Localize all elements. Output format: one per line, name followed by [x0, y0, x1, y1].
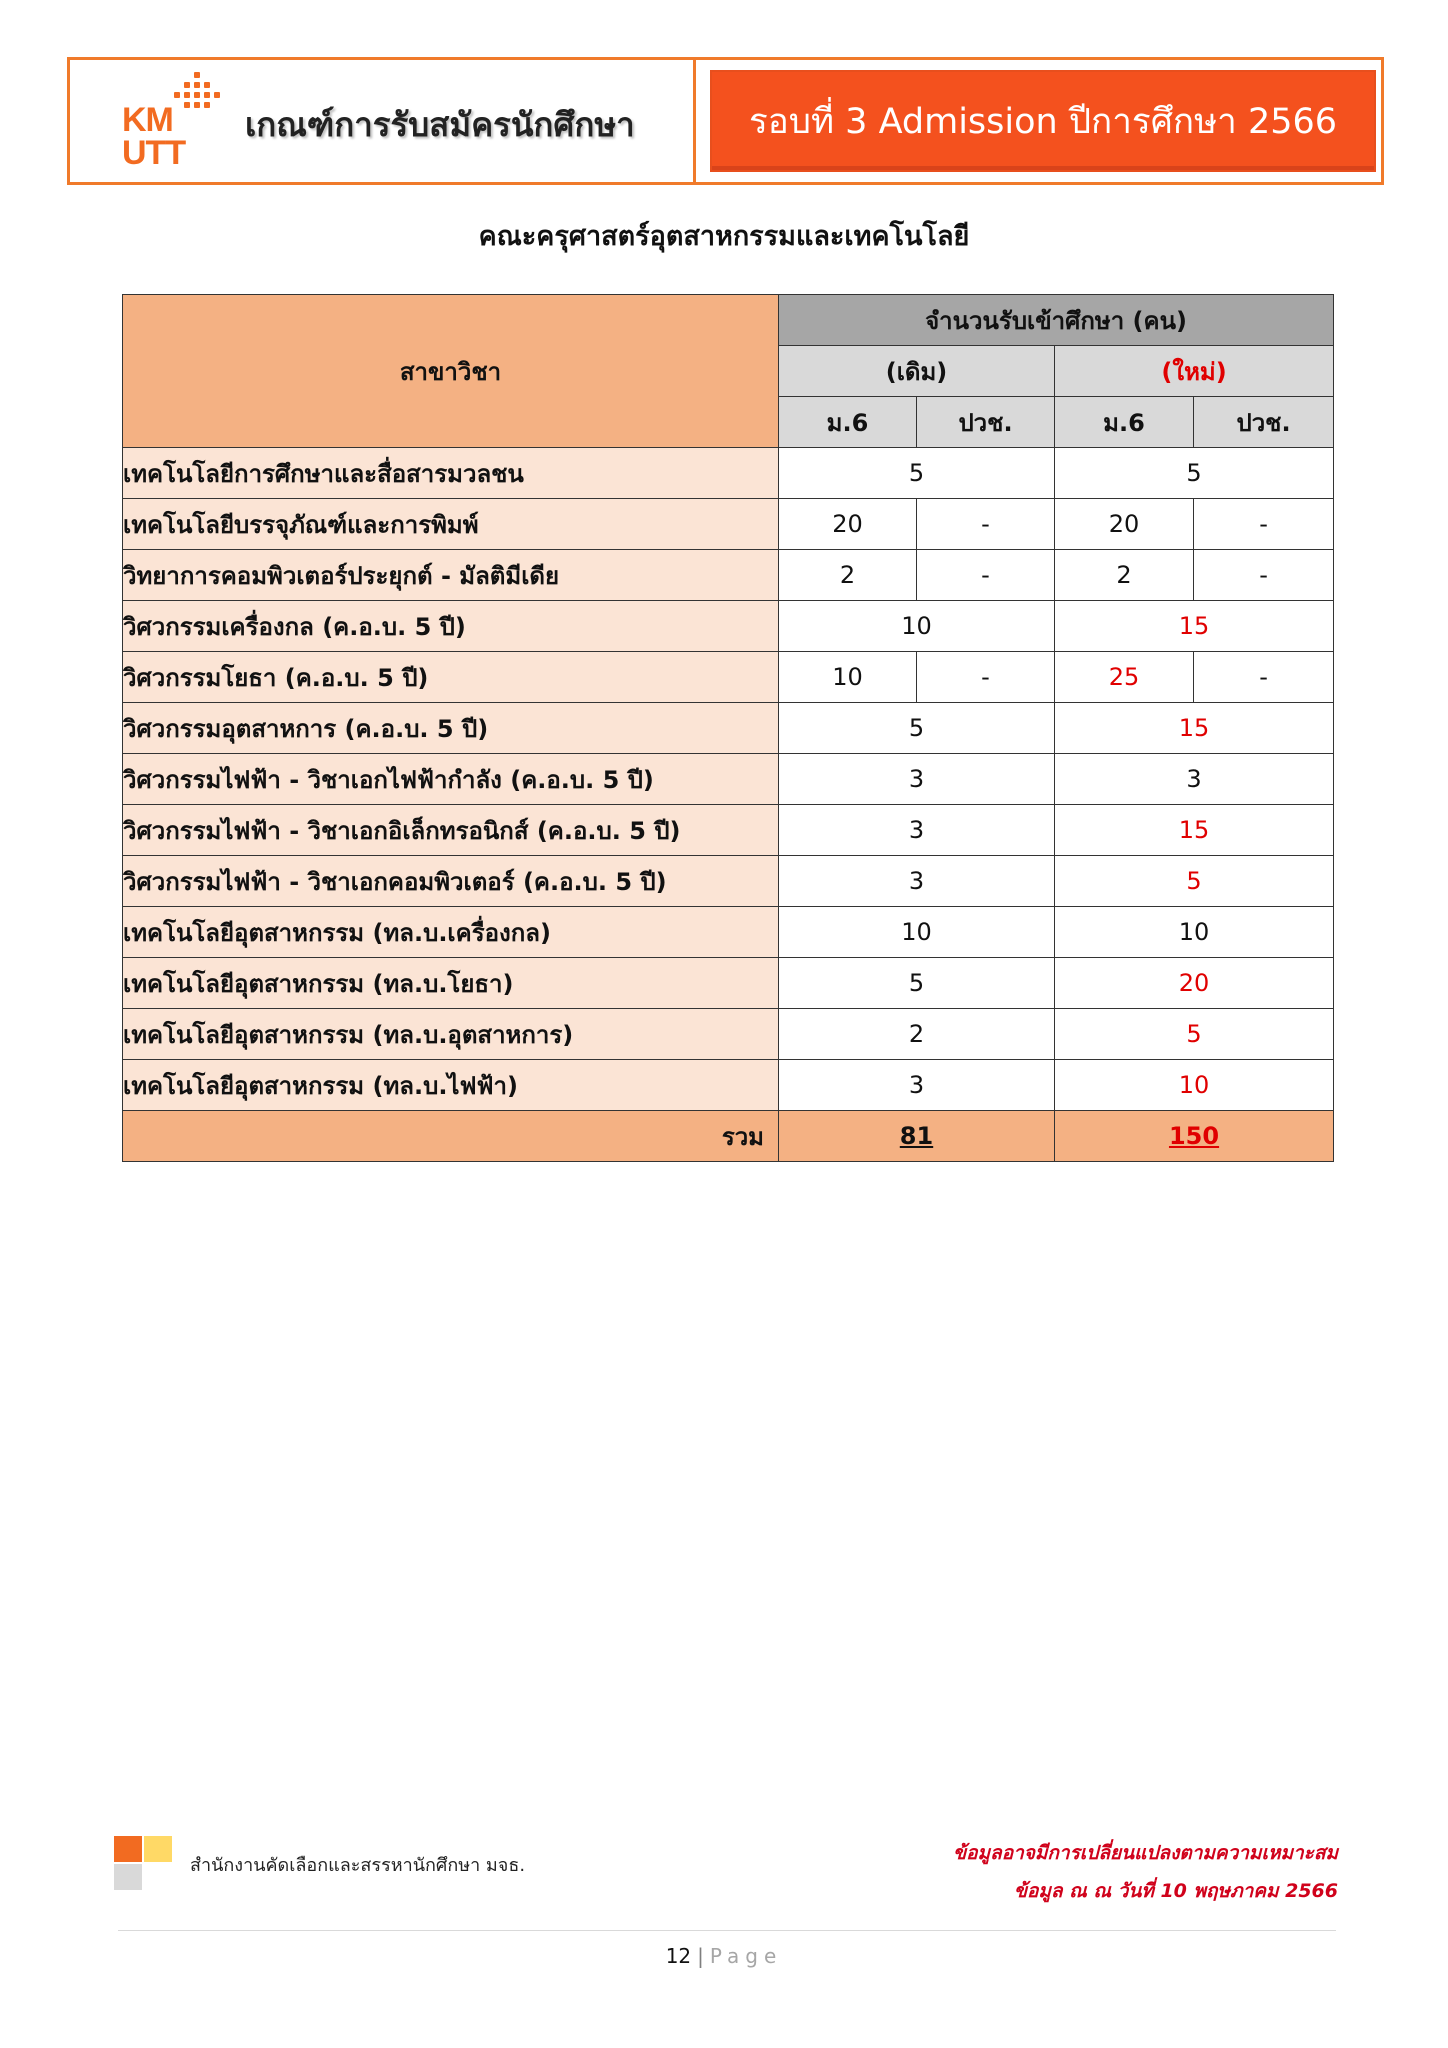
footer-office-name: สำนักงานคัดเลือกและสรรหานักศึกษา มจธ.: [190, 1855, 526, 1876]
footer-square-gray: [114, 1864, 142, 1890]
page-number-value: 12: [665, 1944, 692, 1968]
footer-change-note: ข้อมูลอาจมีการเปลี่ยนแปลงตามความเหมาะสม: [953, 1842, 1338, 1864]
table-row: [123, 754, 1334, 805]
new-pvc-header: ปวช.: [1194, 397, 1334, 448]
criteria-title: เกณฑ์การรับสมัครนักศึกษา: [245, 105, 635, 144]
table-row: [123, 958, 1334, 1009]
old-capacity-cell: 3: [779, 1060, 1055, 1111]
major-name-cell: เทคโนโลยีการศึกษาและสื่อสารมวลชน: [123, 448, 779, 499]
old-capacity-cell: 3: [779, 856, 1055, 907]
page-word: Page: [709, 1944, 783, 1968]
footer-square-yellow: [144, 1836, 172, 1862]
old-capacity-cell: 3: [779, 754, 1055, 805]
table-row: [123, 805, 1334, 856]
table-row: [123, 1060, 1334, 1111]
major-name-cell: วิศวกรรมไฟฟ้า - วิชาเอกคอมพิวเตอร์ (ค.อ.บ. 5 ปี): [123, 856, 779, 907]
major-name-cell: วิศวกรรมเครื่องกล (ค.อ.บ. 5 ปี): [123, 601, 779, 652]
page-number: [0, 1944, 1448, 1968]
table-row: [123, 703, 1334, 754]
footer-rule: [118, 1930, 1336, 1931]
old-pvc-cell: -: [917, 550, 1055, 601]
old-capacity-cell: 10: [779, 601, 1055, 652]
round-title: รอบที่ 3 Admission ปีการศึกษา 2566: [748, 101, 1338, 142]
old-column-header: (เดิม): [779, 346, 1055, 397]
round-title-banner: [710, 70, 1376, 172]
table-row: [123, 652, 1334, 703]
header-divider: [693, 60, 696, 182]
old-capacity-cell: 10: [779, 907, 1055, 958]
footer-date-note: ข้อมูล ณ ณ วันที่ 10 พฤษภาคม 2566: [1014, 1880, 1338, 1902]
table-row: [123, 601, 1334, 652]
table-header-row: [123, 295, 1334, 346]
new-m6-cell: 25: [1055, 652, 1194, 703]
new-column-header: (ใหม่): [1055, 346, 1334, 397]
table-row: [123, 448, 1334, 499]
old-m6-header: ม.6: [779, 397, 917, 448]
major-name-cell: วิศวกรรมไฟฟ้า - วิชาเอกอิเล็กทรอนิกส์ (ค.อ.บ. 5 ปี): [123, 805, 779, 856]
kmutt-logo: [122, 72, 222, 176]
old-capacity-cell: 5: [779, 703, 1055, 754]
major-name-cell: เทคโนโลยีอุตสาหกรรม (ทล.บ.เครื่องกล): [123, 907, 779, 958]
page-header: [67, 57, 1384, 185]
old-capacity-cell: 2: [779, 1009, 1055, 1060]
major-name-cell: วิศวกรรมไฟฟ้า - วิชาเอกไฟฟ้ากำลัง (ค.อ.บ. 5 ปี): [123, 754, 779, 805]
new-m6-header: ม.6: [1055, 397, 1194, 448]
new-capacity-cell: 5: [1055, 856, 1334, 907]
footer-square-orange: [114, 1836, 142, 1862]
new-capacity-cell: 15: [1055, 805, 1334, 856]
total-old-cell: 81: [779, 1111, 1055, 1162]
total-label: รวม: [123, 1111, 779, 1162]
new-pvc-cell: -: [1194, 652, 1334, 703]
new-pvc-cell: -: [1194, 550, 1334, 601]
page-number-separator: |: [697, 1944, 704, 1968]
new-capacity-cell: 5: [1055, 1009, 1334, 1060]
old-m6-cell: 10: [779, 652, 917, 703]
new-capacity-cell: 3: [1055, 754, 1334, 805]
capacity-column-header: จำนวนรับเข้าศึกษา (คน): [779, 295, 1334, 346]
table-row: [123, 1009, 1334, 1060]
old-capacity-cell: 5: [779, 448, 1055, 499]
major-name-cell: วิศวกรรมโยธา (ค.อ.บ. 5 ปี): [123, 652, 779, 703]
old-pvc-cell: -: [917, 652, 1055, 703]
logo-wordmark: KM UTT: [122, 101, 186, 172]
major-name-cell: เทคโนโลยีบรรจุภัณฑ์และการพิมพ์: [123, 499, 779, 550]
new-capacity-cell: 15: [1055, 601, 1334, 652]
new-capacity-cell: 10: [1055, 1060, 1334, 1111]
major-name-cell: วิทยาการคอมพิวเตอร์ประยุกต์ - มัลติมีเดีย: [123, 550, 779, 601]
new-capacity-cell: 10: [1055, 907, 1334, 958]
total-new-cell: 150: [1055, 1111, 1334, 1162]
table-row: [123, 499, 1334, 550]
new-pvc-cell: -: [1194, 499, 1334, 550]
table-row: [123, 907, 1334, 958]
old-capacity-cell: 3: [779, 805, 1055, 856]
new-capacity-cell: 5: [1055, 448, 1334, 499]
major-name-cell: เทคโนโลยีอุตสาหกรรม (ทล.บ.โยธา): [123, 958, 779, 1009]
new-capacity-cell: 20: [1055, 958, 1334, 1009]
old-capacity-cell: 5: [779, 958, 1055, 1009]
total-row: [123, 1111, 1334, 1162]
faculty-title: คณะครุศาสตร์อุตสาหกรรมและเทคโนโลยี: [478, 221, 970, 252]
new-m6-cell: 20: [1055, 499, 1194, 550]
new-m6-cell: 2: [1055, 550, 1194, 601]
major-name-cell: วิศวกรรมอุตสาหการ (ค.อ.บ. 5 ปี): [123, 703, 779, 754]
major-name-cell: เทคโนโลยีอุตสาหกรรม (ทล.บ.ไฟฟ้า): [123, 1060, 779, 1111]
old-m6-cell: 2: [779, 550, 917, 601]
old-pvc-header: ปวช.: [917, 397, 1055, 448]
old-m6-cell: 20: [779, 499, 917, 550]
table-row: [123, 856, 1334, 907]
old-pvc-cell: -: [917, 499, 1055, 550]
new-capacity-cell: 15: [1055, 703, 1334, 754]
table-row: [123, 550, 1334, 601]
major-column-header: สาขาวิชา: [123, 295, 779, 448]
major-name-cell: เทคโนโลยีอุตสาหกรรม (ทล.บ.อุตสาหการ): [123, 1009, 779, 1060]
admission-table: [122, 294, 1334, 1162]
